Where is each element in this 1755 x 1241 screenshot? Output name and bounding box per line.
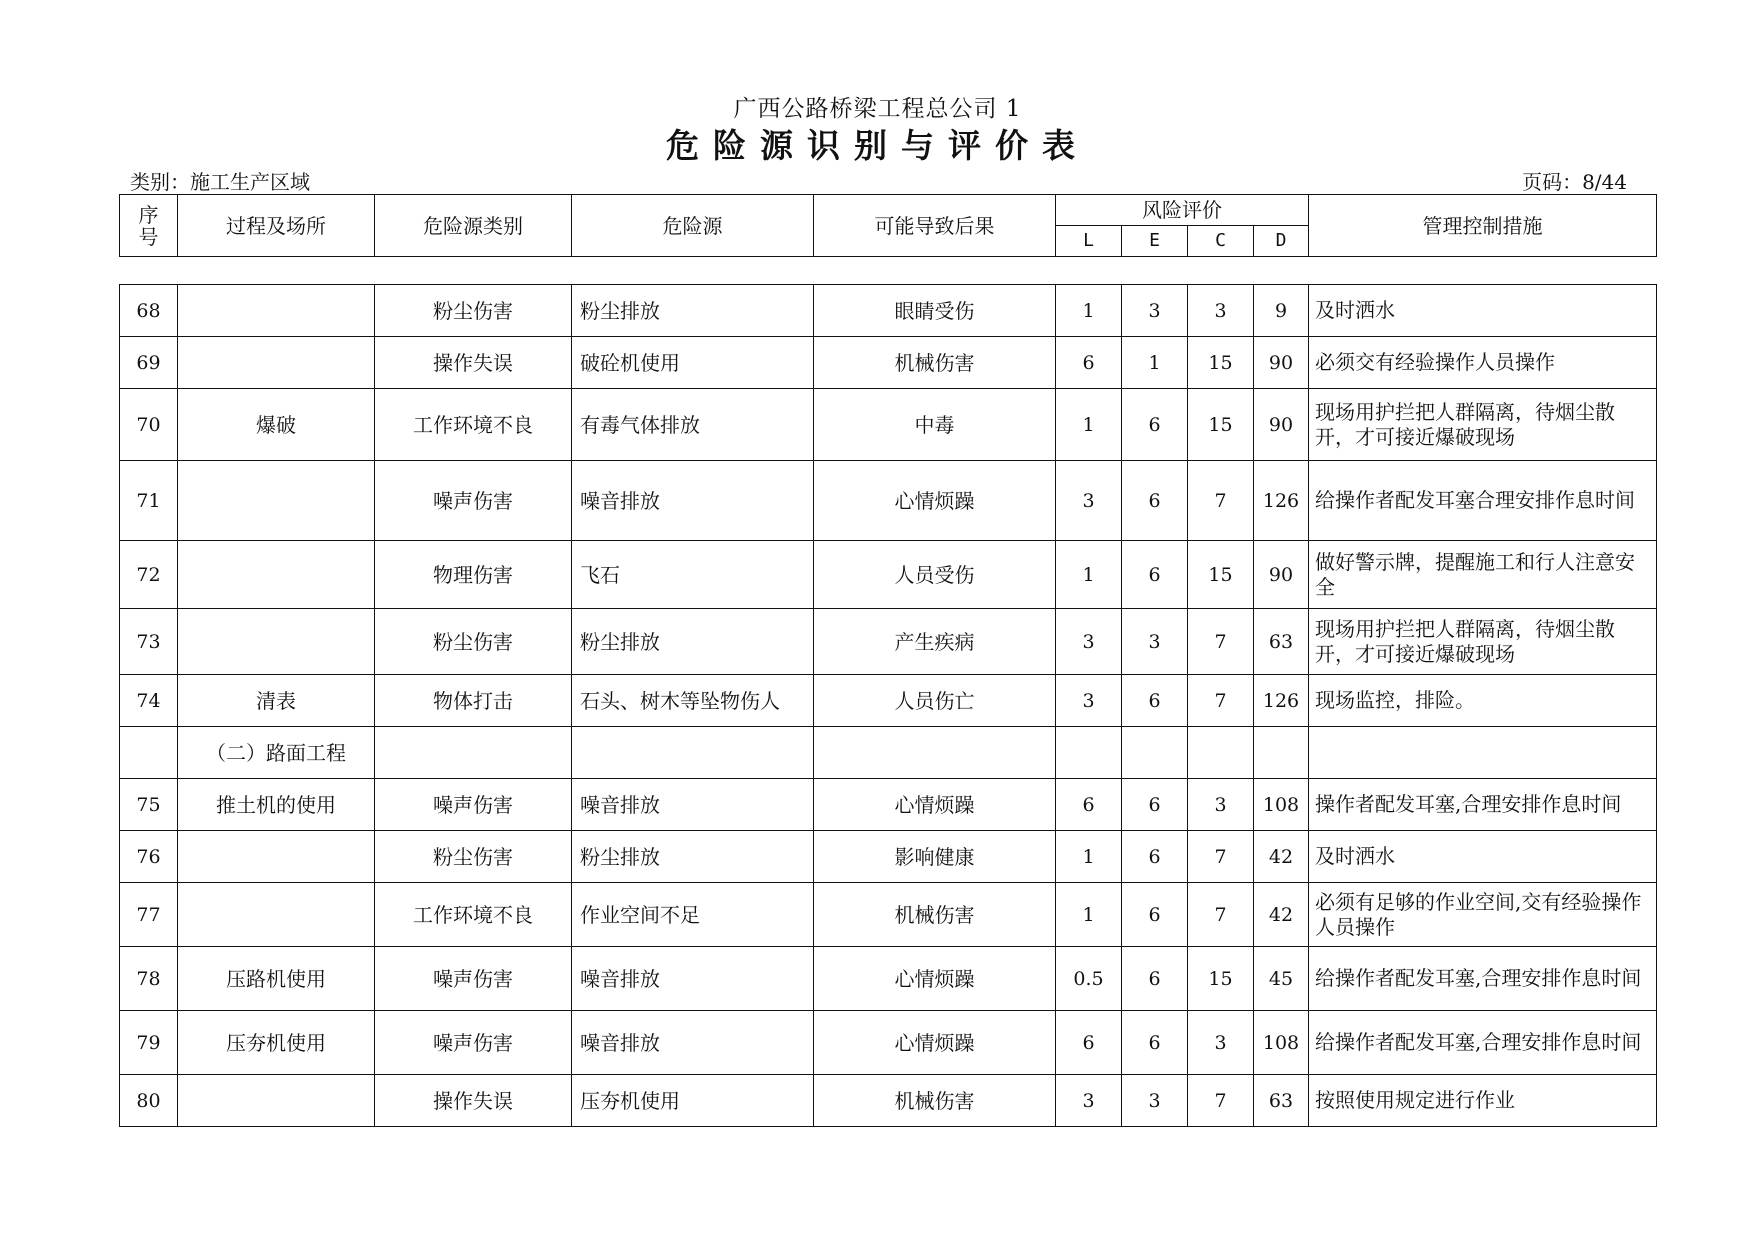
cell-D: 108 xyxy=(1254,779,1309,831)
cell-D: 63 xyxy=(1254,609,1309,675)
cell-C: 7 xyxy=(1188,461,1254,541)
cell-D: 9 xyxy=(1254,285,1309,337)
cell-seq: 68 xyxy=(120,285,178,337)
header-hazard: 危险源 xyxy=(572,195,814,257)
cell-C: 15 xyxy=(1188,389,1254,461)
cell-seq: 74 xyxy=(120,675,178,727)
cell-E: 6 xyxy=(1122,541,1188,609)
cell-consequence: 心情烦躁 xyxy=(814,461,1056,541)
cell-L: 1 xyxy=(1056,389,1122,461)
table-row xyxy=(120,947,1657,1011)
cell-C: 15 xyxy=(1188,541,1254,609)
cell-L: 1 xyxy=(1056,831,1122,883)
cell-E: 6 xyxy=(1122,675,1188,727)
cell-process: 压夯机使用 xyxy=(178,1011,375,1075)
header-hazard-type: 危险源类别 xyxy=(375,195,572,257)
cell-seq: 80 xyxy=(120,1075,178,1127)
cell-process: 推土机的使用 xyxy=(178,779,375,831)
cell-hazard-type: 操作失误 xyxy=(375,1075,572,1127)
cell-process xyxy=(178,541,375,609)
cell-consequence: 产生疾病 xyxy=(814,609,1056,675)
header-E: E xyxy=(1122,226,1188,257)
cell-hazard: 噪音排放 xyxy=(572,461,814,541)
cell-hazard-type xyxy=(375,727,572,779)
cell-hazard-type: 粉尘伤害 xyxy=(375,831,572,883)
cell-E: 6 xyxy=(1122,461,1188,541)
cell-hazard-type: 噪声伤害 xyxy=(375,947,572,1011)
cell-consequence: 人员受伤 xyxy=(814,541,1056,609)
cell-seq: 76 xyxy=(120,831,178,883)
cell-hazard: 粉尘排放 xyxy=(572,285,814,337)
cell-D: 90 xyxy=(1254,541,1309,609)
header-measures: 管理控制措施 xyxy=(1309,195,1657,257)
cell-L: 3 xyxy=(1056,461,1122,541)
cell-measure: 必须有足够的作业空间,交有经验操作人员操作 xyxy=(1309,883,1657,947)
cell-D: 90 xyxy=(1254,389,1309,461)
cell-process xyxy=(178,337,375,389)
cell-E: 1 xyxy=(1122,337,1188,389)
header-consequence: 可能导致后果 xyxy=(814,195,1056,257)
cell-C: 7 xyxy=(1188,831,1254,883)
document-title: 危险源识别与评价表 xyxy=(666,126,1089,165)
cell-hazard: 噪音排放 xyxy=(572,1011,814,1075)
header-D: D xyxy=(1254,226,1309,257)
cell-consequence: 心情烦躁 xyxy=(814,947,1056,1011)
cell-seq: 75 xyxy=(120,779,178,831)
cell-C: 15 xyxy=(1188,337,1254,389)
cell-C: 7 xyxy=(1188,609,1254,675)
cell-hazard xyxy=(572,727,814,779)
cell-C: 15 xyxy=(1188,947,1254,1011)
table-row xyxy=(120,1011,1657,1075)
cell-seq: 72 xyxy=(120,541,178,609)
cell-L: 3 xyxy=(1056,609,1122,675)
header-C: C xyxy=(1188,226,1254,257)
cell-consequence: 心情烦躁 xyxy=(814,1011,1056,1075)
cell-hazard: 粉尘排放 xyxy=(572,831,814,883)
cell-hazard-type: 粉尘伤害 xyxy=(375,285,572,337)
cell-hazard: 有毒气体排放 xyxy=(572,389,814,461)
cell-process xyxy=(178,609,375,675)
header-seq: 序号 xyxy=(120,195,178,257)
cell-C: 7 xyxy=(1188,883,1254,947)
cell-C: 3 xyxy=(1188,1011,1254,1075)
page-number: 页码：8/44 xyxy=(1522,170,1627,194)
cell-consequence: 心情烦躁 xyxy=(814,779,1056,831)
cell-consequence: 机械伤害 xyxy=(814,1075,1056,1127)
cell-C: 3 xyxy=(1188,285,1254,337)
header-process: 过程及场所 xyxy=(178,195,375,257)
cell-hazard-type: 物体打击 xyxy=(375,675,572,727)
cell-measure: 现场监控，排险。 xyxy=(1309,675,1657,727)
cell-C: 7 xyxy=(1188,1075,1254,1127)
cell-E: 3 xyxy=(1122,609,1188,675)
table-row xyxy=(120,727,1657,779)
cell-D: 126 xyxy=(1254,675,1309,727)
cell-measure: 及时洒水 xyxy=(1309,831,1657,883)
cell-hazard-type: 工作环境不良 xyxy=(375,883,572,947)
cell-C xyxy=(1188,727,1254,779)
cell-hazard-type: 粉尘伤害 xyxy=(375,609,572,675)
cell-hazard: 作业空间不足 xyxy=(572,883,814,947)
cell-D: 126 xyxy=(1254,461,1309,541)
cell-hazard-type: 操作失误 xyxy=(375,337,572,389)
table-row xyxy=(120,675,1657,727)
cell-D: 63 xyxy=(1254,1075,1309,1127)
cell-hazard: 粉尘排放 xyxy=(572,609,814,675)
cell-L xyxy=(1056,727,1122,779)
cell-hazard-type: 噪声伤害 xyxy=(375,461,572,541)
table-row xyxy=(120,1075,1657,1127)
cell-D: 90 xyxy=(1254,337,1309,389)
cell-process xyxy=(178,285,375,337)
cell-consequence xyxy=(814,727,1056,779)
cell-measure: 做好警示牌，提醒施工和行人注意安全 xyxy=(1309,541,1657,609)
cell-E: 6 xyxy=(1122,1011,1188,1075)
cell-process: （二）路面工程 xyxy=(178,727,375,779)
cell-consequence: 机械伤害 xyxy=(814,883,1056,947)
cell-L: 0.5 xyxy=(1056,947,1122,1011)
cell-D xyxy=(1254,727,1309,779)
cell-seq: 78 xyxy=(120,947,178,1011)
cell-hazard: 噪音排放 xyxy=(572,947,814,1011)
cell-L: 1 xyxy=(1056,285,1122,337)
table-row xyxy=(120,337,1657,389)
cell-D: 42 xyxy=(1254,831,1309,883)
cell-hazard: 压夯机使用 xyxy=(572,1075,814,1127)
cell-measure: 按照使用规定进行作业 xyxy=(1309,1075,1657,1127)
cell-measure: 现场用护拦把人群隔离，待烟尘散开，才可接近爆破现场 xyxy=(1309,609,1657,675)
cell-L: 1 xyxy=(1056,541,1122,609)
cell-L: 3 xyxy=(1056,1075,1122,1127)
cell-L: 3 xyxy=(1056,675,1122,727)
table-row xyxy=(120,883,1657,947)
table-row xyxy=(120,461,1657,541)
table-row xyxy=(120,285,1657,337)
header-risk-eval: 风险评价 xyxy=(1056,195,1309,226)
cell-E: 3 xyxy=(1122,285,1188,337)
cell-hazard-type: 物理伤害 xyxy=(375,541,572,609)
cell-measure: 给操作者配发耳塞,合理安排作息时间 xyxy=(1309,1011,1657,1075)
table-header xyxy=(119,194,1657,257)
cell-hazard-type: 噪声伤害 xyxy=(375,1011,572,1075)
cell-measure: 及时洒水 xyxy=(1309,285,1657,337)
cell-measure: 给操作者配发耳塞,合理安排作息时间 xyxy=(1309,947,1657,1011)
cell-consequence: 中毒 xyxy=(814,389,1056,461)
cell-measure: 现场用护拦把人群隔离，待烟尘散开，才可接近爆破现场 xyxy=(1309,389,1657,461)
cell-L: 6 xyxy=(1056,337,1122,389)
cell-E xyxy=(1122,727,1188,779)
category-label: 类别：施工生产区域 xyxy=(130,170,310,194)
cell-process: 压路机使用 xyxy=(178,947,375,1011)
company-name: 广西公路桥梁工程总公司 1 xyxy=(733,96,1022,122)
cell-E: 6 xyxy=(1122,947,1188,1011)
cell-E: 6 xyxy=(1122,831,1188,883)
cell-measure: 必须交有经验操作人员操作 xyxy=(1309,337,1657,389)
cell-E: 3 xyxy=(1122,1075,1188,1127)
cell-seq: 79 xyxy=(120,1011,178,1075)
cell-process xyxy=(178,461,375,541)
cell-seq: 71 xyxy=(120,461,178,541)
table-row xyxy=(120,831,1657,883)
cell-measure: 操作者配发耳塞,合理安排作息时间 xyxy=(1309,779,1657,831)
cell-process xyxy=(178,1075,375,1127)
cell-L: 6 xyxy=(1056,1011,1122,1075)
cell-consequence: 机械伤害 xyxy=(814,337,1056,389)
cell-D: 42 xyxy=(1254,883,1309,947)
cell-hazard: 破砼机使用 xyxy=(572,337,814,389)
cell-C: 3 xyxy=(1188,779,1254,831)
cell-seq: 69 xyxy=(120,337,178,389)
cell-hazard: 飞石 xyxy=(572,541,814,609)
cell-consequence: 人员伤亡 xyxy=(814,675,1056,727)
hazard-table xyxy=(119,284,1657,1127)
cell-process xyxy=(178,883,375,947)
cell-hazard: 石头、树木等坠物伤人 xyxy=(572,675,814,727)
cell-process xyxy=(178,831,375,883)
table-row xyxy=(120,609,1657,675)
table-row xyxy=(120,541,1657,609)
cell-consequence: 眼睛受伤 xyxy=(814,285,1056,337)
cell-seq: 70 xyxy=(120,389,178,461)
cell-seq xyxy=(120,727,178,779)
cell-E: 6 xyxy=(1122,779,1188,831)
cell-L: 1 xyxy=(1056,883,1122,947)
cell-E: 6 xyxy=(1122,883,1188,947)
header-L: L xyxy=(1056,226,1122,257)
cell-seq: 77 xyxy=(120,883,178,947)
cell-seq: 73 xyxy=(120,609,178,675)
cell-D: 108 xyxy=(1254,1011,1309,1075)
cell-hazard-type: 工作环境不良 xyxy=(375,389,572,461)
cell-E: 6 xyxy=(1122,389,1188,461)
cell-L: 6 xyxy=(1056,779,1122,831)
cell-hazard: 噪音排放 xyxy=(572,779,814,831)
cell-process: 清表 xyxy=(178,675,375,727)
table-row xyxy=(120,389,1657,461)
cell-C: 7 xyxy=(1188,675,1254,727)
cell-hazard-type: 噪声伤害 xyxy=(375,779,572,831)
cell-measure xyxy=(1309,727,1657,779)
cell-consequence: 影响健康 xyxy=(814,831,1056,883)
table-row xyxy=(120,779,1657,831)
cell-D: 45 xyxy=(1254,947,1309,1011)
cell-process: 爆破 xyxy=(178,389,375,461)
cell-measure: 给操作者配发耳塞合理安排作息时间 xyxy=(1309,461,1657,541)
